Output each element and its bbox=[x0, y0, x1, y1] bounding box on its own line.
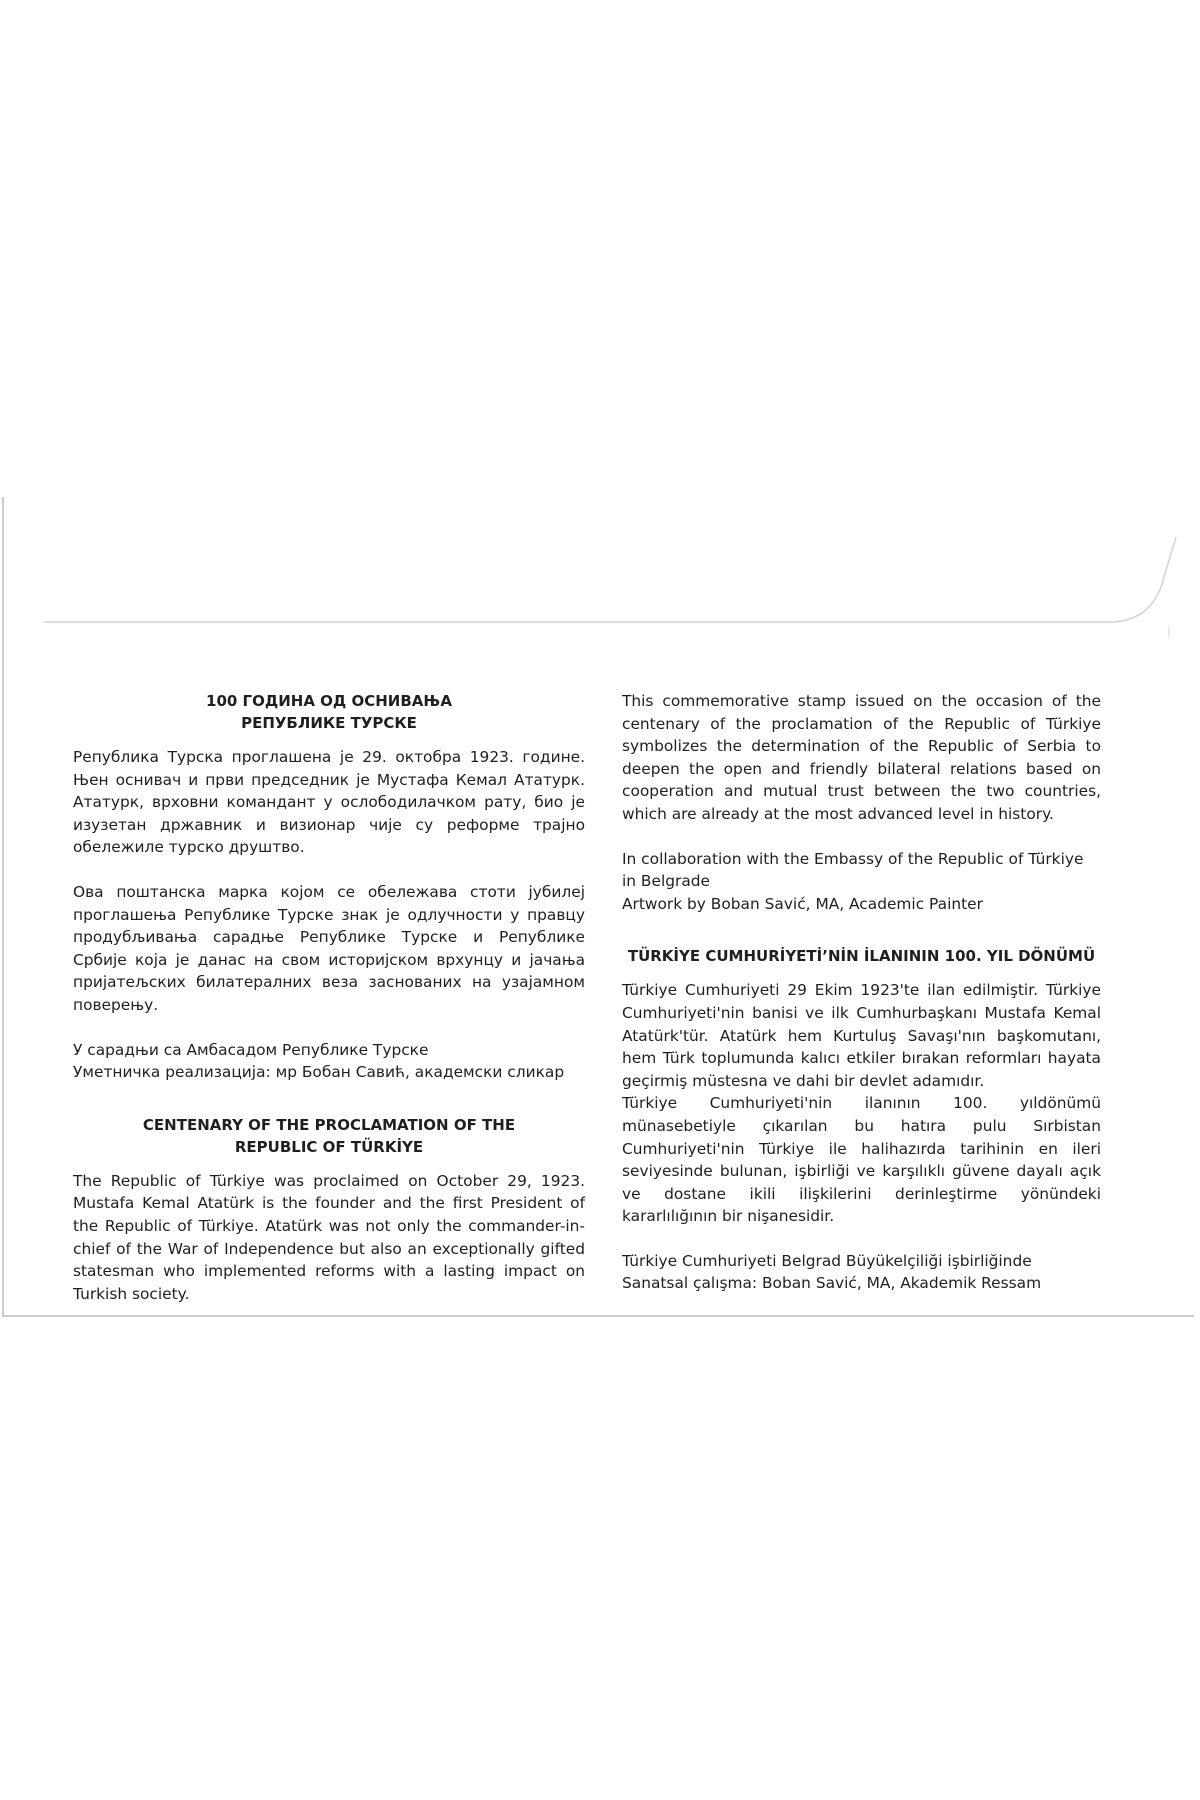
serbian-credit-collaboration: У сарадњи са Амбасадом Републике Турске bbox=[73, 1040, 429, 1059]
serbian-heading bbox=[73, 690, 585, 734]
serbian-heading-text: 100 ГОДИНА ОД ОСНИВАЊА РЕПУБЛИКЕ ТУРСКЕ bbox=[206, 692, 452, 732]
turkish-paragraph-1: Türkiye Cumhuriyeti 29 Ekim 1923'te ilan edilmiştir. Türkiye Cumhuriyeti'nin banisi ve ilk Cumhurbaşkanı Mustafa Kemal Atatürk'tür. Atatürk hem Kurtuluş Savaşı'nın başkomutanı, hem Türk toplumunda kalıcı etkiler bırakan reformları hayata geçirmiş müstesna ve dahi bir devlet adamıdır. bbox=[622, 981, 1101, 1090]
english-paragraph-2: This commemorative stamp issued on the occasion of the centenary of the proclamation of the Republic of Türkiye symbolizes the determination of the Republic of Serbia to deepen the open and friendly bilateral relations based on cooperation and mutual trust between the two countries, which are already at the most advanced level in history. bbox=[622, 692, 1101, 823]
english-credit-collaboration: In collaboration with the Embassy of the Republic of Türkiye in Belgrade bbox=[622, 849, 1084, 891]
turkish-paragraph-2: Türkiye Cumhuriyeti'nin ilanının 100. yıldönümü münasebetiyle çıkarılan bu hatıra pulu Sırbistan Cumhuriyeti'nin Türkiye ile halihazırda tarihinin en ileri seviyesinde bulunan, işbirliği ve karşılıklı güvene dayalı açık ve dostane ikili ilişkilerini derinleştirme yönündeki kararlılığının bir nişanesidir. bbox=[622, 1094, 1101, 1226]
english-paragraph-1: The Republic of Türkiye was proclaimed on October 29, 1923. Mustafa Kemal Atatürk is the founder and the first President of the Republic of Türkiye. Atatürk was not only the commander-in-chief of the War of Independence but also an exceptionally gifted statesman who implemented reforms with a lasting impact on Turkish society. bbox=[73, 1171, 585, 1303]
english-credit-artwork: Artwork by Boban Savić, MA, Academic Painter bbox=[622, 894, 983, 913]
envelope-flap-edge bbox=[4, 497, 1196, 637]
serbian-paragraph-1: Република Турска проглашена је 29. октобра 1923. године. Њен оснивач и први председник је Мустафа Кемал Ататурк. Ататурк, врховни командант у ослободилачком рату, био је изузетан државник и визионар чије су реформе трајно обележиле турско друштво. bbox=[73, 748, 585, 857]
serbian-credit-artwork: Уметничка реализација: мр Бобан Савић, академски сликар bbox=[73, 1063, 565, 1082]
right-column bbox=[622, 690, 1101, 1295]
turkish-credit-collaboration: Türkiye Cumhuriyeti Belgrad Büyükelçiliği işbirliğinde bbox=[622, 1251, 1032, 1270]
turkish-heading bbox=[622, 945, 1101, 967]
english-heading-text: CENTENARY OF THE PROCLAMATION OF THE REPUBLIC OF TÜRKİYE bbox=[142, 1115, 516, 1156]
serbian-paragraph-2: Ова поштанска марка којом се обележава стоти јубилеј проглашења Републике Турске знак је одлучности у правцу продубљивања сарадње Републике Турске и Републике Србије која је данас на свом историјском врхунцу и јачања пријатељских билатералних веза заснованих на узајамном поверењу. bbox=[73, 882, 585, 1014]
turkish-credit-artwork: Sanatsal çalışma: Boban Savić, MA, Akademik Ressam bbox=[622, 1274, 1042, 1293]
left-column bbox=[73, 690, 585, 1305]
english-heading bbox=[73, 1114, 585, 1158]
turkish-heading-text: TÜRKİYE CUMHURİYETİ’NİN İLANININ 100. YIL DÖNÜMÜ bbox=[627, 947, 1096, 966]
